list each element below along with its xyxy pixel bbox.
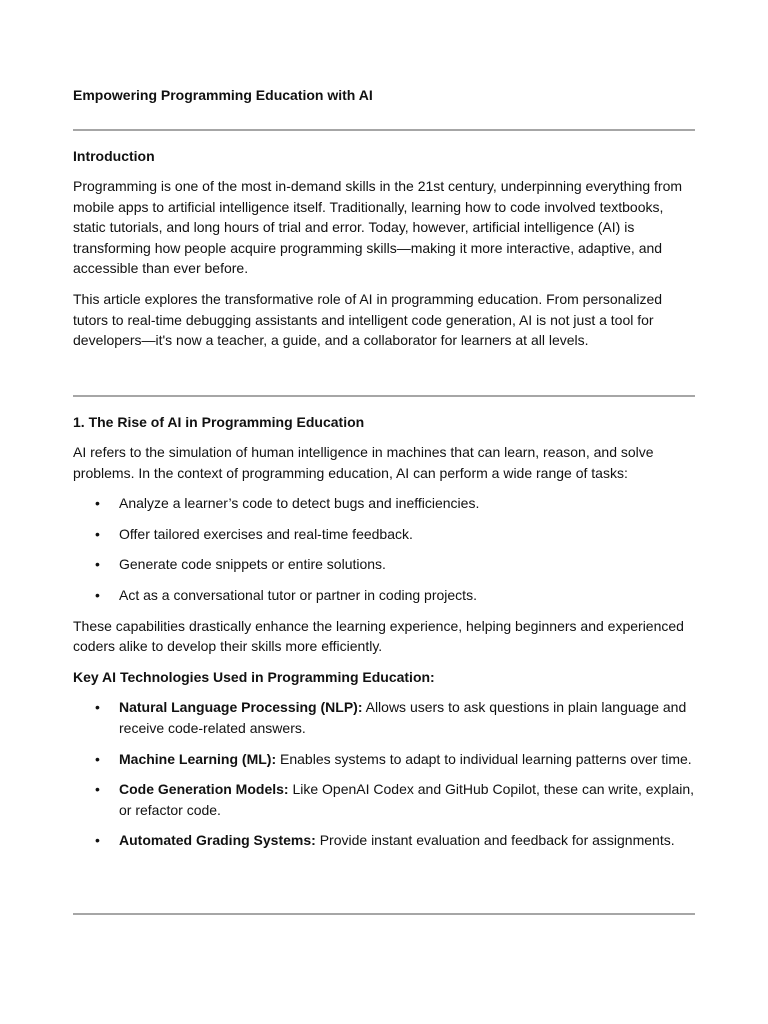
technology-term: Code Generation Models: xyxy=(119,781,289,798)
introduction-heading: Introduction xyxy=(73,148,155,164)
technology-description: Allows users to ask questions in plain language and receive code-related answers. xyxy=(119,699,687,736)
list-item xyxy=(73,830,695,851)
list-item: • Offer tailored exercises and real-time feedback. xyxy=(73,524,695,545)
section-intro-paragraph: AI refers to the simulation of human intelligence in machines that can learn, reason, and solve problems. In the context of programming education, AI can perform a wide range of tasks: xyxy=(73,444,654,481)
list-item: • Generate code snippets or entire solutions. xyxy=(73,554,695,575)
technology-term: Machine Learning (ML): xyxy=(119,750,277,767)
ai-tasks-list xyxy=(73,493,695,605)
list-item xyxy=(73,749,695,770)
technologies-list xyxy=(73,697,695,851)
introduction-section xyxy=(73,146,695,361)
section-divider xyxy=(73,913,695,915)
rise-of-ai-section xyxy=(73,412,695,861)
list-item xyxy=(73,697,695,738)
section-summary-paragraph: These capabilities drastically enhance the learning experience, helping beginners and experienced coders alike to develop their skills more efficiently. xyxy=(73,617,684,655)
technology-term: Natural Language Processing (NLP): xyxy=(119,699,363,716)
section-divider xyxy=(73,395,695,397)
section-divider xyxy=(73,129,695,131)
technology-term: Automated Grading Systems: xyxy=(119,832,316,849)
introduction-paragraph: Programming is one of the most in-demand skills in the 21st century, underpinning everything from mobile apps to artificial intelligence itself. Traditionally, learning how to code involved textbooks, static tutorials, and long hours of trial and error. Today, however, artificial intelligence (AI) is transforming how people acquire programming skills—making it more interactive, adaptive, and accessible than ever before. xyxy=(73,178,683,277)
section-heading: 1. The Rise of AI in Programming Education xyxy=(73,414,365,430)
list-item xyxy=(73,779,695,820)
introduction-paragraph: This article explores the transformative role of AI in programming education. From personalized tutors to real-time debugging assistants and intelligent code generation, AI is not just a tool for developers—it's now a teacher, a guide, and a collaborator for learners at all levels. xyxy=(73,290,663,349)
technology-description: Enables systems to adapt to individual learning patterns over time. xyxy=(276,750,692,767)
document-title: Empowering Programming Education with AI xyxy=(73,87,373,103)
list-item: • Act as a conversational tutor or partner in coding projects. xyxy=(73,585,695,606)
technology-description: Like OpenAI Codex and GitHub Copilot, these can write, explain, or refactor code. xyxy=(119,781,695,818)
technology-description: Provide instant evaluation and feedback for assignments. xyxy=(315,832,675,849)
list-item: • Analyze a learner’s code to detect bugs and inefficiencies. xyxy=(73,493,695,514)
technologies-subheading: Key AI Technologies Used in Programming Education: xyxy=(73,668,435,685)
